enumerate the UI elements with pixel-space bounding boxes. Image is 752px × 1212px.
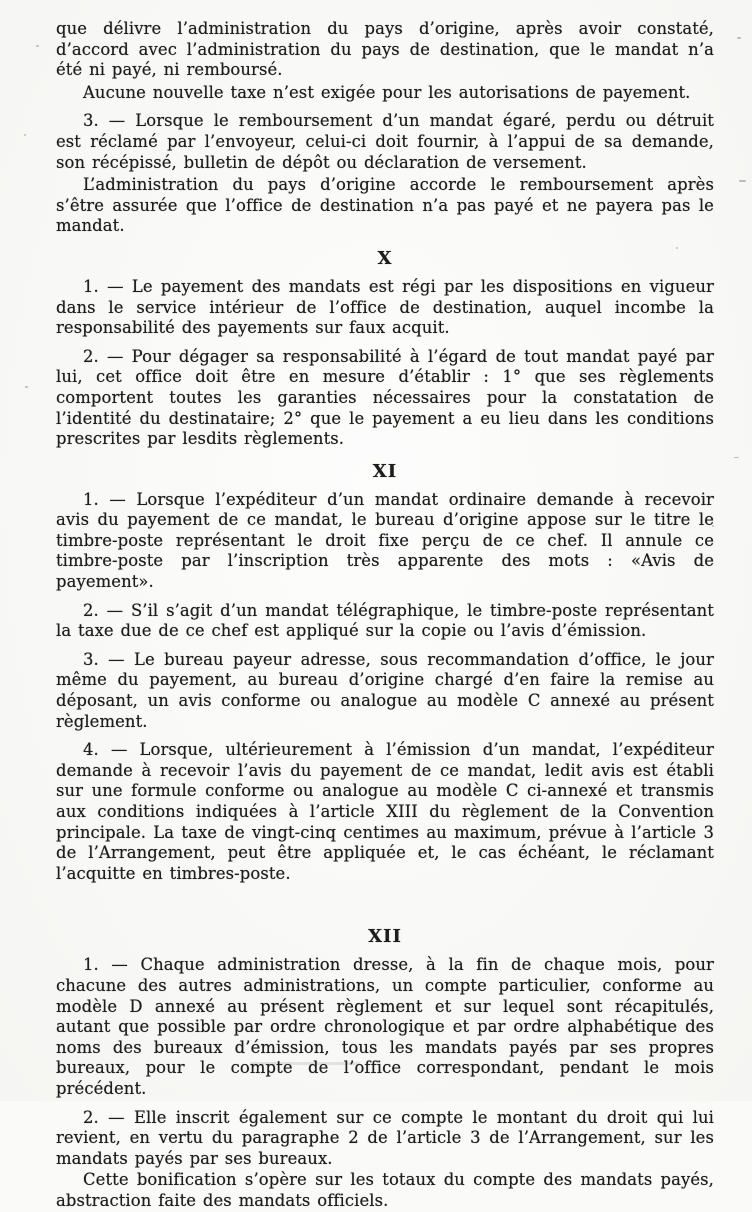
section-heading-x: X — [377, 247, 393, 269]
paragraph-item-2: 2. — Pour dégager sa responsabilité à l’égard de tout mandat payé par lui, cet office doit être en mesure d’établir : 1° que ses règlements comportent toutes les garanties nécessaires pour la constatation de l’identité du destinataire; 2° que le payement a eu lieu dans les conditions prescrites par lesdits règlements. — [56, 346, 714, 449]
scan-artifact — [24, 134, 26, 136]
scan-artifact — [25, 386, 28, 388]
section-heading-xi: XI — [372, 460, 398, 482]
paragraph-item-1: 1. — Chaque administration dresse, à la fin de chaque mois, pour chacune des autres administrations, un compte particulier, conforme au modèle D annexé au présent règlement et sur lequel sont récapitulés, autant que possible par ordre chronologique et par ordre alphabétique des noms des bureaux d’émission, tous les mandats payés par ses propres bureaux, pour le compte de l’office correspondant, pendant le mois précédent. — [56, 955, 714, 1098]
paragraph: L’administration du pays d’origine accorde le remboursement après s’être assurée que l’office de destination n’a pas payé et ne payera pas le mandat. — [56, 175, 714, 236]
paragraph-item-3: 3. — Lorsque le remboursement d’un mandat égaré, perdu ou détruit est réclamé par l’envoyeur, celui-ci doit fournir, à l’appui de sa demande, son récépissé, bulletin de dépôt ou déclaration de versement. — [56, 111, 714, 172]
scan-artifact — [36, 45, 39, 47]
scan-artifact — [250, 1062, 360, 1065]
scan-artifact — [734, 457, 739, 458]
paragraph-item-1: 1. — Lorsque l’expéditeur d’un mandat ordinaire demande à recevoir avis du payement de ce mandat, le bureau d’origine appose sur le titre le timbre-poste représentant le droit fixe perçu de ce chef. Il annule ce timbre-poste par l’inscription très apparente des mots : «Avis de payement». — [56, 489, 714, 592]
section-xi — [56, 461, 714, 885]
scan-artifact — [737, 37, 741, 39]
paragraph: Cette bonification s’opère sur les totaux du compte des mandats payés, abstraction faite des mandats officiels. — [56, 1170, 714, 1210]
section-heading-xii: XII — [368, 926, 402, 948]
paragraph-item-1: 1. — Le payement des mandats est régi par les dispositions en vigueur dans le service intérieur de l’office de destination, auquel incombe la responsabilité des payements sur faux acquit. — [56, 276, 714, 338]
paragraph-item-2: 2. — Elle inscrit également sur ce compte le montant du droit qui lui revient, en vertu du paragraphe 2 de l’article 3 de l’Arrangement, sur les mandats payés par ses bureaux. — [56, 1107, 714, 1168]
paragraph: Aucune nouvelle taxe n’est exigée pour les autorisations de payement. — [83, 82, 691, 102]
scan-artifact — [676, 247, 678, 249]
scan-artifact — [712, 525, 714, 527]
paragraph-item-4: 4. — Lorsque, ultérieurement à l’émission d’un mandat, l’expéditeur demande à recevoir l’avis du payement de ce mandat, ledit avis est établi sur une formule conforme ou analogue au modèle C ci-annexé et transmis aux conditions indiquées à l’article XIII du règlement de la Convention principale. La taxe de vingt-cinq centimes au maximum, prévue à l’article 3 de l’Arrangement, peut être appliquée et, le cas échéant, le réclamant l’acquitte en timbres-poste. — [56, 740, 714, 883]
section-xii — [56, 926, 714, 1211]
paragraph-item-3: 3. — Le bureau payeur adresse, sous recommandation d’office, le jour même du payement, au bureau d’origine chargé d’en faire la remise au déposant, un avis conforme ou analogue au modèle C annexé au présent règlement. — [56, 649, 714, 731]
paragraph-item-2: 2. — S’il s’agit d’un mandat télégraphique, le timbre-poste représentant la taxe due de ce chef est appliqué sur la copie ou l’avis d’émission. — [56, 600, 714, 641]
section-x — [56, 248, 714, 450]
continuation-paragraph: que délivre l’administration du pays d’origine, après avoir constaté, d’accord avec l’administration du pays de destination, que le mandat n’a été ni payé, ni remboursé. — [56, 19, 714, 80]
scan-artifact — [739, 180, 746, 182]
